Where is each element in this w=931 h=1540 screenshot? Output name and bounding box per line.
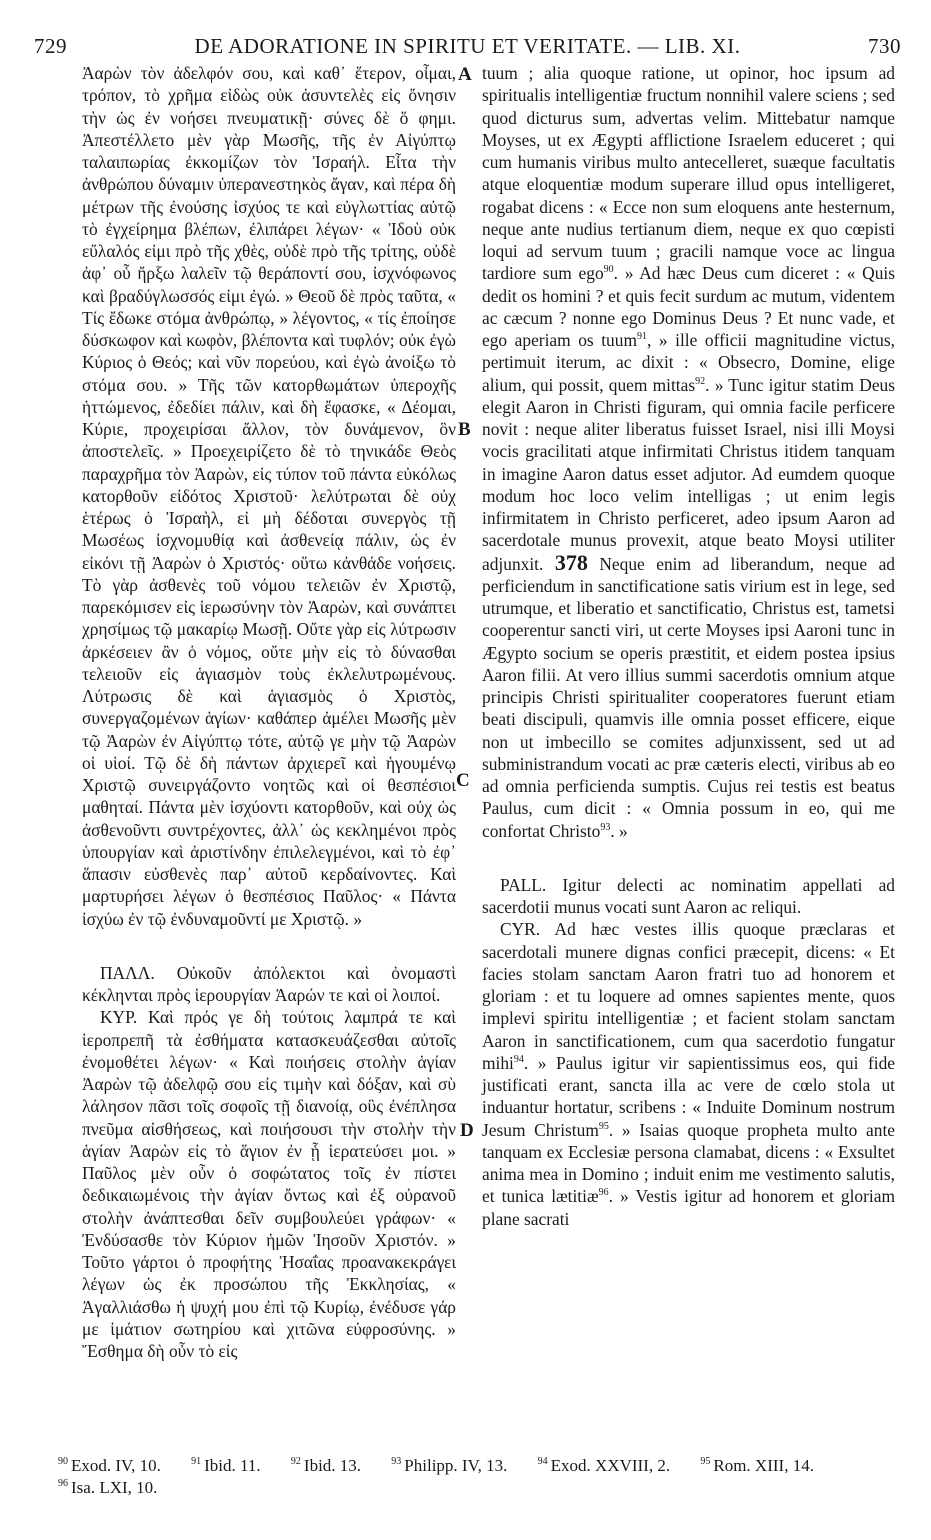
footnote <box>391 1455 507 1477</box>
footnote-number: 90 <box>58 1456 68 1468</box>
footnote-number: 95 <box>700 1456 711 1468</box>
greek-paragraph-3: Καὶ πρός γε δὴ τούτοις λαμπρά τε καὶ ἱεροπρεπῆ τὰ ἐσθήματα κατασκευάζεσθαι αὐτοῖς ἐνομοθέτει λέγων· « Καὶ ποιήσεις στολὴν ἁγίαν Ἀαρὼν τῷ ἀδελφῷ σου εἰς τιμὴν καὶ δόξαν, καὶ σὺ λάλησον πᾶσι τοῖς σοφοῖς τῇ διανοίᾳ, οὓς ἐνέπλησα πνεῦμα αἰσθήσεως, καὶ ποιήσουσι τὴν στολὴν τὴν ἁγίαν Ἀαρὼν εἰς τὸ ἅγιον ἐν ᾗ ἱερατεύσει μοι. » Παῦλος μὲν οὖν ὁ σοφώτατος τοῖς ἐν πίστει δεδικαιωμένοις τὴν ἁγίαν ὄντως καὶ ἐξ οὐρανοῦ στολὴν ἀνάπτεσθαι δεῖν συμβουλεύει γράφων· « Ἐνδύσασθε τὸν Κύριον ἡμῶν Ἰησοῦν Χριστόν. » Τοῦτο γάρτοι ὁ προφήτης Ἠσαΐας προανακεκράγει λέγων ὡς ἐκ προσώπου τῆς Ἐκκλησίας, « Ἀγαλλιάσθω ἡ ψυχή μου ἐπὶ τῷ Κυρίῳ, ἐνέδυσε γάρ με ἱμάτιον σωτηρίου καὶ χιτῶνα εὐφροσύνης. » Ἔσθημα δὴ οὖν τὸ εἰς <box>82 1007 456 1361</box>
running-title: DE ADORATIONE IN SPIRITU ET VERITATE. — LIB. XI. <box>194 34 741 58</box>
latin-text: . » Paulus igitur vir sapientissimus eos, qui fide justificati erant, sancta illa ac vere de cœlo stola ut induantur hortatur, scribens : « Induite Dominum nostrum Jesum Christum <box>482 1052 895 1140</box>
running-header <box>34 34 901 64</box>
footnote-ref: 95 <box>598 1120 609 1132</box>
footnote-ref: 91 <box>636 331 647 343</box>
greek-column <box>82 62 456 1362</box>
speaker-label: PALL. <box>500 874 547 895</box>
speaker-label: ΚΥΡ. <box>100 1007 138 1028</box>
margin-marker-a: A <box>458 64 472 85</box>
footnote-number: 93 <box>391 1456 402 1468</box>
footnote <box>191 1455 261 1477</box>
greek-paragraph-cyr <box>82 1006 456 1362</box>
greek-paragraph-2: Οὐκοῦν ἀπόλεκτοι καὶ ὀνομαστὶ κέκληνται πρὸς ἱερουργίαν Ἀαρών τε καὶ οἱ λοιποί. <box>82 962 456 1005</box>
footnote-ref: 90 <box>603 264 614 276</box>
page-number-left: 729 <box>34 34 67 58</box>
speaker-label: CYR. <box>500 919 541 940</box>
footnote-text: Ibid. 11. <box>204 1456 261 1475</box>
footnotes <box>58 1455 901 1499</box>
page-number-right: 730 <box>868 34 901 58</box>
footnote-number: 96 <box>58 1478 68 1490</box>
latin-text: . » Tunc igitur statim Deus elegit Aaron in Christi figuram, qui omnia facile perficere novit : neque aliter liberatus fuisset Israel, nisi illi Moysi vocis gracilitati atque infirmitati Christus itidem tanquam in imagine Aaron datus esset adjutor. Ad eumdem quoque modum hoc loco velim intelligas ; ut enim legis infirmitatem in Christo perficeret, adeo ipsum Aaron ad sacerdotale munus provexit, atque beato Moysi utiliter adjunxit. <box>482 374 896 574</box>
greek-paragraph-pall <box>82 962 456 1007</box>
footnote <box>291 1455 361 1477</box>
latin-text: Ad hæc vestes illis quoque præclaras et sacerdotali munere dignas confici præcepit, dicens: « Et facies stolam sanctam Aaron fratri tuo ad honorem et gloriam : et tu loquere ad omnes sapientes mente, quos implevi spiritu intelligentiæ ; et facient stolam sanctam Aaron in sanctificationem, cum qua sacerdotio fungatur mihi <box>482 919 896 1073</box>
latin-text: , » ille officii magnitudine victus, pertimuit iterum, ac dixit : « Obsecro, Domine, elige alium, qui possit, quem mittas <box>482 330 895 395</box>
speaker-label: ΠΑΛΛ. <box>100 962 155 983</box>
footnote <box>58 1455 161 1477</box>
latin-text: . » <box>610 820 628 841</box>
latin-paragraph-pall <box>482 874 895 919</box>
margin-marker-c: C <box>456 770 470 791</box>
footnote-text: Philipp. IV, 13. <box>404 1456 508 1475</box>
edition-page-marker: 378 <box>554 549 588 575</box>
footnote-text: Rom. XIII, 14. <box>713 1456 814 1475</box>
footnote <box>700 1455 814 1477</box>
footnote-text: Ibid. 13. <box>303 1456 362 1475</box>
footnote-ref: 94 <box>513 1053 524 1065</box>
greek-paragraph-1: Ἀαρὼν τὸν ἀδελφόν σου, καὶ καθ᾽ ἕτερον, οἶμαι, τρόπον, τὸ χρῆμα εἰδὼς οὐκ ἀσυντελὲς εἰς ὄνησιν τὴν ὡς ἐν νοήσει πνευματικῇ· σύνες δὲ ὅ φημι. Ἀπεστέλλετο μὲν γὰρ Μωσῆς, τῆς ἐν Αἰγύπτῳ ταλαιπωρίας ἐκκομίζων τὸν Ἰσραήλ. Εἶτα τὴν ἀνθρώπου δύναμιν ὑπερανεστηκὸς ἄγαν, καὶ πέρα δὴ μέτρων τῆς ἐνούσης ἰσχύος τε καὶ εὐγλωττίας αὐτῷ τὸ ἐγχείρημα βλέπων, ἐλιπάρει λέγων· « Ἰδοὺ οὐκ εὔλαλός εἰμι πρὸ τῆς χθὲς, οὐδὲ πρὸ τῆς τρίτης, οὐδὲ ἀφ᾽ οὗ ἤρξω λαλεῖν τῷ θεράποντί σου, ἰσχνόφωνος καὶ βραδύγλωσσός εἰμι ἐγώ. » Θεοῦ δὲ πρὸς ταῦτα, « Τίς ἔδωκε στόμα ἀνθρώπῳ, » λέγοντος, « τίς ἐποίησε δύσκωφον καὶ κωφὸν, βλέποντα καὶ τυφλόν; οὐκ ἐγὼ Κύριος ὁ Θεός; καὶ νῦν πορεύου, καὶ ἐγὼ ἀνοίξω τὸ στόμα σου. » Τῆς τῶν κατορθωμάτων ὑπεροχῆς ἡττώμενος, ἐδεδίει πάλιν, καὶ δὴ ἔφασκε, « Δέομαι, Κύριε, προχειρίσαι ἄλλον, τὸν δυνάμενον, ὃν ἀποστελεῖς. » Προεχειρίζετο δὲ τὸ τηνικάδε Θεὸς παραχρῆμα τὸν Ἀαρὼν, εἰς τύπον τοῦ πάντα εὐκόλως κατορθοῦν εἰδότος Χριστοῦ· λελύτρωται δὲ οὐχ ἑτέρως ὁ Ἰσραὴλ, εἰ μὴ δέδοται συνεργὸς τῇ Μωσέως ἰσχνομυθίᾳ καὶ ἀσθενείᾳ πάλιν, ὡς ἐν εἰκόνι τῇ Ἀαρὼν ὁ Χριστός· οὕτω κἀνθάδε νοήσεις. Τὸ γὰρ ἀσθενὲς τοῦ νόμου τελειῶν ἐν Χριστῷ, παρεκόμισεν εἰς ἱερωσύνην τὸν Ἀαρὼν, καὶ συνάπτει χρησίμως τῷ μακαρίῳ Μωσῇ. Οὔτε γὰρ εἰς λύτρωσιν ἀρκέσειεν ἂν ὁ νόμος, οὔτε μὴν εἰς τὸ δύνασθαι τελειοῦν εἰς ἁγιασμὸν τοὺς ἐκλελυτρωμένους. Λύτρωσις δὲ καὶ ἁγιασμὸς ὁ Χριστὸς, συνεργαζομένων ἁγίων· καθάπερ ἀμέλει Μωσῆς μὲν τῷ Ἀαρὼν ἐν Αἰγύπτῳ τότε, αὐτῷ γε μὴν τῷ Ἀαρὼν οἱ υἱοί. Τῷ δὲ δὴ πάντων ἀρχιερεῖ καὶ ἡγουμένῳ Χριστῷ συνειργάζοντο νοητῶς καὶ οἱ θεσπέσιοι μαθηταί. Πάντα μὲν ἰσχύοντι κατορθοῦν, καὶ οὐχ ὡς ἀσθενοῦντι συντρέχοντες, ἀλλ᾽ ὡς κεκλημένοι πρὸς ὑπουργίαν καὶ ἀριστίνδην ἐπιλελεγμένοι, καὶ τὸ ἐφ᾽ ἅπασιν εὐσθενὲς παρ᾽ αὐτοῦ κερδαίνοντες. Καὶ μαρτυρήσει λέγων ὁ θεσπέσιος Παῦλος· « Πάντα ἰσχύω ἐν τῷ ἐνδυναμοῦντί με Χριστῷ. » <box>82 63 456 929</box>
footnote-ref: 96 <box>598 1187 609 1199</box>
latin-paragraph-cyr <box>482 918 895 1230</box>
footnote <box>538 1455 670 1477</box>
footnote-text: Exod. IV, 10. <box>71 1456 161 1475</box>
footnote-number: 92 <box>290 1456 301 1468</box>
latin-paragraph-1 <box>482 62 895 842</box>
footnote-text: Isa. LXI, 10. <box>71 1478 158 1497</box>
latin-text: . » Vestis igitur ad honorem et gloriam plane sacrati <box>482 1186 895 1229</box>
footnote-ref: 92 <box>695 375 706 387</box>
margin-marker-d: D <box>460 1120 474 1141</box>
footnote-ref: 93 <box>600 821 611 833</box>
latin-text: . » Ad hæc Deus cum diceret : « Quis dedit os homini ? et quis fecit surdum ac mutum, videntem ac cæcum ? nonne ego Dominus Deus ? Et nunc vade, et ego aperiam os tuum <box>482 263 895 350</box>
margin-marker-b: B <box>458 419 471 440</box>
footnote-number: 94 <box>537 1456 548 1468</box>
latin-text: tuum ; alia quoque ratione, ut opinor, hoc ipsum ad spiritualis intelligentiæ fructum nonnihil valere sciens ; sed quod dicturus sum, advertas velim. Mittebatur namque Moyses, ut ex Ægypti afflictione Israelem educeret ; qui cum humanis viribus multo antecelleret, suæque facultatis atque eloquentiæ modum superare illud opus intelligeret, rogabat dicens : « Ecce non sum eloquens ante hesternum, neque ante nudius tertianum diem, neque ex quo cœpisti loqui ad servum tuum ; gracili namque voce ac lingua tardiore sum ego <box>482 63 895 284</box>
footnote-number: 91 <box>191 1456 202 1468</box>
latin-text: Neque enim ad liberandum, neque ad perficiendum in sanctificatione satis virium est in lege, sed utrumque, et liberatio et sanctificatio, Christus est, tametsi cooperentur sancti viri, ut certe Moyses ipsi Aaroni tunc in Ægypto socium se operis præstitit, et eidem postea ipsius Aaron filii. At vero illius summi sacerdotis omnium atque principis Christi spiritualiter cooperatores fuerunt etiam beati discipuli, quamvis ille omnia posset efficere, eique non ut imbecillo se comites adjunxissent, sed ut ad subministrandum vocati ac præ cæteris electi, viribus ab eo ad omnia perficienda sumptis. Cujus rei testis est beatus Paulus, cum dicit : « Omnia possum in eo, qui me confortat Christo <box>482 553 895 841</box>
latin-paragraph-2: Igitur delecti ac nominatim appellati ad sacerdotii munus vocati sunt Aaron ac reliqui. <box>482 874 895 917</box>
latin-text: . » Isaias quoque propheta multo ante tanquam ex Ecclesiæ persona clamabat, dicens : « Exsultet anima mea in Domino ; induit enim me vestimento salutis, et tunica lætitiæ <box>482 1119 895 1207</box>
footnote <box>58 1477 157 1499</box>
latin-column <box>482 62 895 1230</box>
footnote-text: Exod. XXVIII, 2. <box>550 1456 671 1475</box>
